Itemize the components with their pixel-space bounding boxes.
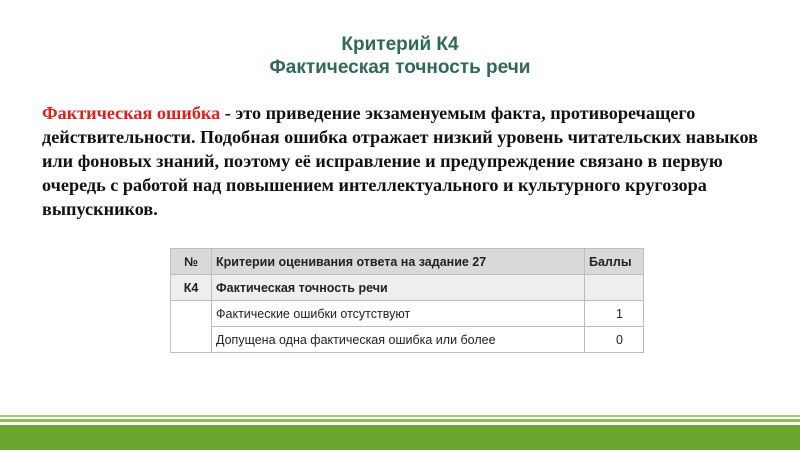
table-header-row [171, 249, 644, 275]
row-description: Фактические ошибки отсутствуют [212, 301, 585, 327]
title-line-1: Критерий К4 [341, 34, 459, 55]
criterion-score-empty [585, 275, 644, 301]
row-score: 0 [585, 327, 644, 353]
title-line-2: Фактическая точность речи [269, 57, 531, 78]
criterion-code: К4 [171, 275, 212, 301]
header-score: Баллы [585, 249, 644, 275]
footer-stripe-medium [0, 419, 800, 422]
header-number: № [171, 249, 212, 275]
footer-bar [0, 425, 800, 450]
criterion-row [171, 275, 644, 301]
footer-stripe-thin [0, 415, 800, 417]
definition-text: - это приведение экзаменуемым факта, противоречащего действительности. Подобная ошибка отражает низкий уровень читательских навыков или фоновых знаний, поэтому её исправление и предупреждение связано в первую очередь с работой над повышением интеллектуального и культурного кругозора выпускников. [42, 103, 758, 219]
number-cell-empty [171, 301, 212, 353]
row-description: Допущена одна фактическая ошибка или более [212, 327, 585, 353]
table-row [171, 327, 644, 353]
table-row [171, 301, 644, 327]
definition-paragraph [42, 101, 772, 221]
row-score: 1 [585, 301, 644, 327]
footer-band [0, 415, 800, 450]
header-criteria: Критерии оценивания ответа на задание 27 [212, 249, 585, 275]
criteria-table [170, 248, 644, 353]
criterion-name: Фактическая точность речи [212, 275, 585, 301]
slide-title [0, 33, 800, 79]
definition-term: Фактическая ошибка [42, 103, 221, 123]
